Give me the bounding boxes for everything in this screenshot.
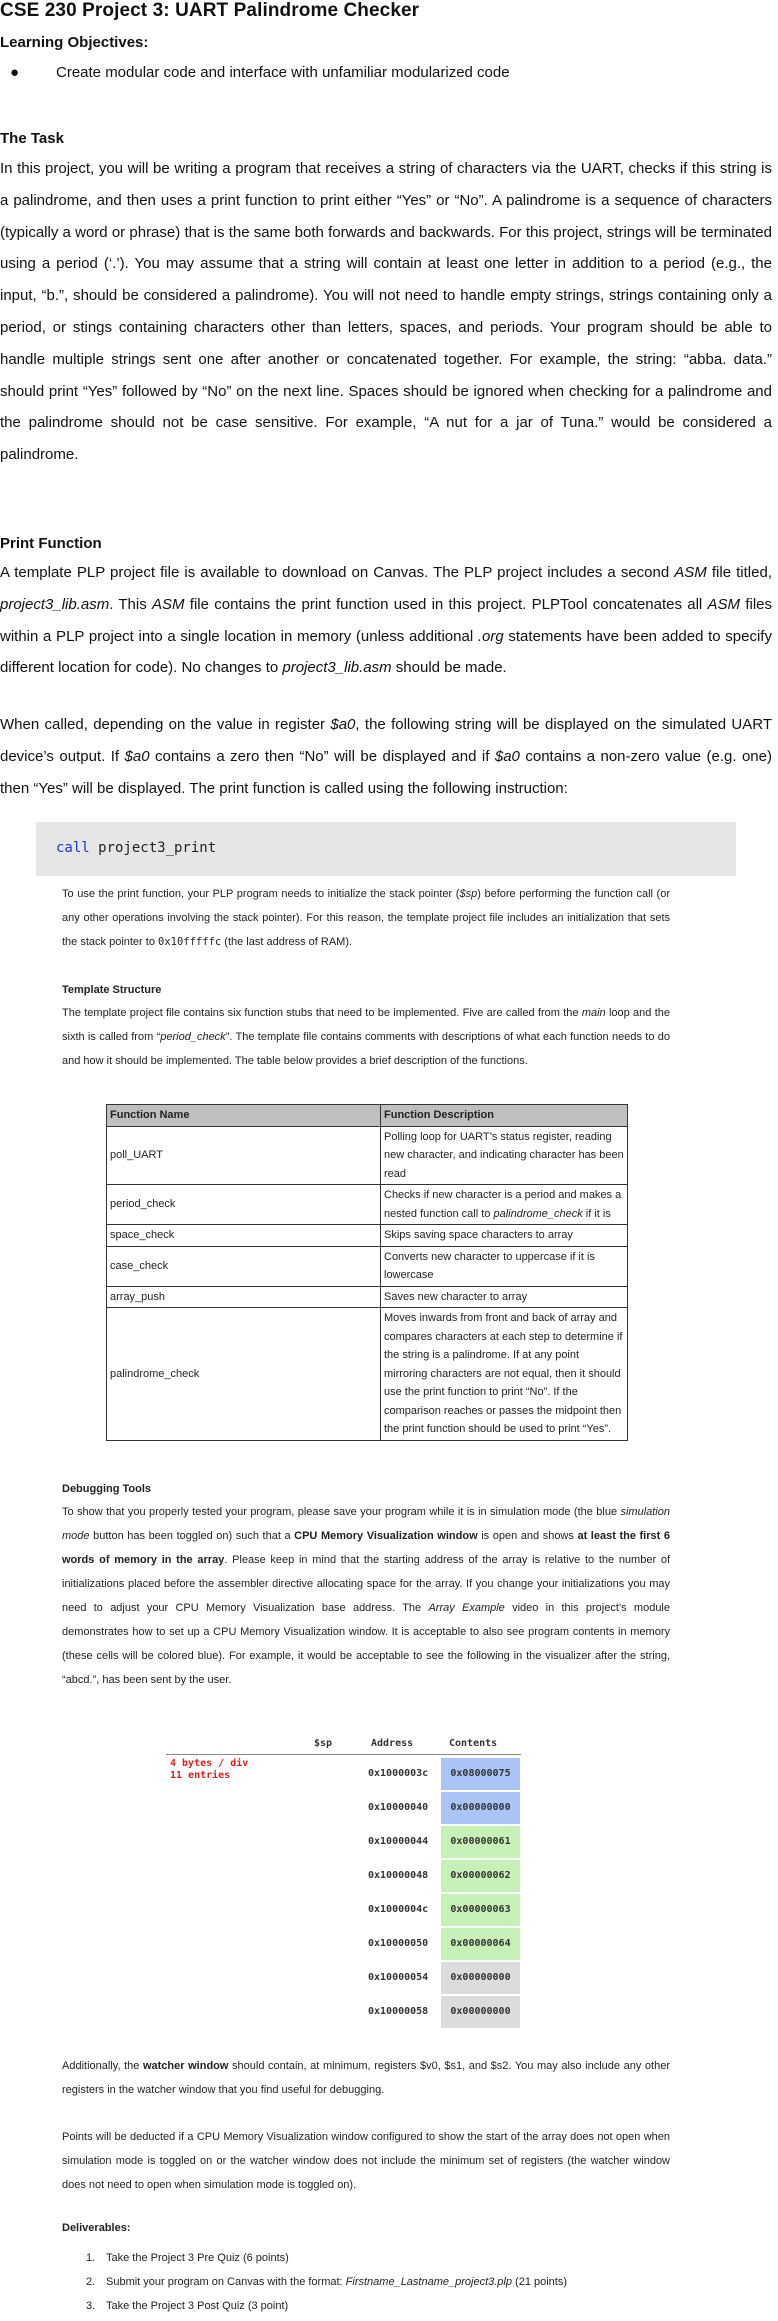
code-line: call project3_print bbox=[56, 840, 217, 856]
task-paragraph: In this project, you will be writing a program that receives a string of characters via the UART, checks if this string is a palindrome, and then uses a print function to print either “Yes” or “No”. A palindrome is a sequence of characters (typically a word or phrase) that is the same both forwards and backwards. For this project, strings will be terminated using a period (‘.’). You may assume that a string will contain at least one letter in addition to a period (e.g., the input, “b.”, should be considered a palindrome). You will not need to handle empty strings, strings containing only a period, or stings containing characters other than letters, spaces, and periods. Your program should be able to handle multiple strings sent one after another or concatenated together. For example, the string: “abba. data.” should print “Yes” followed by “No” on the next line. Spaces should be ignored when checking for a palindrome and the palindrome should not be case sensitive. For example, “A nut for a jar of Tuna.” would be considered a palindrome. bbox=[0, 160, 772, 464]
task-heading: The Task bbox=[0, 130, 64, 147]
deduction-paragraph: Points will be deducted if a CPU Memory Visualization window configured to show the start of the array does not open when simulation mode is toggled on or the watcher window does not include the minimum set of registers (the watcher window does not need to open when simulation mode is toggled on). bbox=[62, 2131, 670, 2191]
debugging-paragraph: To show that you properly tested your program, please save your program while it is in simulation mode (the blue simulation mode button has been toggled on) such that a CPU Memory Visualization window is open and shows at least the first 6 words of memory in the array. Please keep in mind that the starting address of the array is relative to the number of initializations placed before the assembler directive allocating space for the array. If you change your initializations you may need to adjust your CPU Memory Visualization base address. The Array Example video in this project’s module demonstrates how to set up a CPU Memory Visualization window. It is acceptable to also see program contents in memory (these cells will be colored blue). For example, it would be acceptable to see the following in the visualizer after the string, “abcd.”, has been sent by the user. bbox=[62, 1506, 670, 1686]
function-table bbox=[106, 1104, 628, 1441]
memory-contents-cell: 0x00000062 bbox=[441, 1860, 520, 1892]
memory-address: 0x10000054 bbox=[368, 1972, 429, 1983]
memory-contents-cell: 0x00000063 bbox=[441, 1894, 520, 1926]
sp-column-header: $sp bbox=[314, 1738, 333, 1749]
document-page: CSE 230 Project 3: UART Palindrome Checker Learning Objectives: ● Create modular code and interface with unfamiliar modularized code The Task In this project, you will be writing a program that receives a string of characters via the UART, checks if this string is a palindrome, and then uses a print function to print either “Yes” or “No”. A palindrome is a sequence of characters (typically a word or phrase) that is the same both forwards and backwards. For this project, strings will be terminated using a period (‘.’). You may assume that a string will contain at least one letter in addition to a period (e.g., the input, “b.”, should be considered a palindrome). You will not need to handle empty strings, strings containing only a period, or stings containing characters other than letters, spaces, and periods. Your program should be able to handle multiple strings sent one after another or concatenated together. For example, the string: “abba. data.” should print “Yes” followed by “No” on the next line. Spaces should be ignored when checking for a palindrome and the palindrome should not be case sensitive. For example, “A nut for a jar of Tuna.” would be considered a palindrome. Print Function A template PLP project file is available to download on Canvas. The PLP project includes a second ASM file titled, project3_lib.asm. This ASM file contains the print function used in this project. PLPTool concatenates all ASM files within a PLP project into a single location in memory (unless additional .org statements have been added to specify different location for code). No changes to project3_lib.asm should be made. When called, depending on the value in register $a0, the following string will be displayed on the simulated UART device’s output. If $a0 contains a zero then “No” will be displayed and if $a0 contains a non-zero value (e.g. one) then “Yes” will be displayed. The print function is called using the following instruction: call project3_print To use the print function, your PLP program needs to initialize the stack pointer ($sp) before performing the function call (or any other operations involving the stack pointer). For this reason, the template project file includes an initialization that sets the stack pointer to 0x10fffffc (the last address of RAM). Template Structure The template project file contains six function stubs that need to be implemented. Five are called from the main loop and the sixth is called from “period_check”. The template file contains comments with descriptions of what each function needs to do and how it should be implemented. The table below provides a brief description of the functions. Function Name Function Description poll_UART Polling loop for UART’s status register, reading new character, and indicating character has been read period_check Checks if new character is a period and makes a nested function call to palindrome_check if it is space_check Skips saving space characters to array case_check Converts new character to uppercase if it is lowercase array_push Saves new character to array palindrome_check Moves inwards from front and back of array and compares characters at each step to determine if the string is a palindrome. If at any point mirroring characters are not equal, then it should use the print function to print “No”. If the comparison reaches or passes the midpoint then the print function should be used to print “Yes”. Debugging Tools To show that you properly tested your program, please save your program while it is in simulation mode (the blue simulation mode button has been toggled on) such that a CPU Memory Visualization window is open and shows at least the first 6 words of memory in the array. Please keep in mind that the starting address of the array is relative to the number of initializations placed before the assembler directive allocating space for the array. If you change your initializations you may need to adjust your CPU Memory Visualization base address. The Array Example video in this project’s module demonstrates how to set up a CPU Memory Visualization window. It is acceptable to also see program contents in memory (these cells will be colored blue). For example, it would be acceptable to see the following in the visualizer after the string, “abcd.”, has been sent by the user. $sp Address Contents 4 bytes / div 11 entries 0x1000003c 0x08000075 0x10000040 0x00000000 0x10000044 0x00000061 0x10000048 0x00000062 0x1000004c 0x00000063 0x10000050 0x00000064 0x10000054 0x00000000 0x10000058 0x00000000 Additionally, the watcher window should contain, at minimum, registers $v0, $s1, and $s2. You may also include any other registers in the watcher window that you find useful for debugging. Points will be deducted if a CPU Memory Visualization window configured to show the start of the array does not open when simulation mode is toggled on or the watcher window does not include the minimum set of registers (the watcher window does not need to open when simulation mode is toggled on). Deliverables: 1. Take the Project 3 Pre Quiz (6 points) 2. Submit your program on Canvas with the format: Firstname_Lastname_project3.plp (21 points) 3. Take the Project 3 Post Quiz (3 point) bbox=[0, 0, 778, 2321]
memory-visualizer bbox=[0, 1728, 778, 2038]
memory-address: 0x10000058 bbox=[368, 2006, 429, 2017]
column-header: Function Name bbox=[107, 1105, 381, 1127]
deliverables-heading: Deliverables: bbox=[62, 2222, 131, 2234]
memory-contents-cell: 0x08000075 bbox=[441, 1758, 520, 1790]
memory-address: 0x10000048 bbox=[368, 1870, 429, 1881]
column-header: Function Description bbox=[381, 1105, 628, 1127]
address-column-header: Address bbox=[371, 1738, 414, 1749]
code-block bbox=[36, 822, 736, 876]
template-structure-paragraph: The template project file contains six function stubs that need to be implemented. Five are called from the main loop and the sixth is called from “period_check”. The template file contains comments with descriptions of what each function needs to do and how it should be implemented. The table below provides a brief description of the functions. bbox=[62, 1007, 670, 1067]
page-title: CSE 230 Project 3: UART Palindrome Checker bbox=[0, 0, 420, 21]
memory-address: 0x10000044 bbox=[368, 1836, 429, 1847]
stack-pointer-note: To use the print function, your PLP program needs to initialize the stack pointer ($sp) before performing the function call (or any other operations involving the stack pointer). For this reason, the template project file includes an initialization that sets the stack pointer to 0x10fffffc (the last address of RAM). bbox=[62, 888, 670, 948]
debugging-heading: Debugging Tools bbox=[62, 1483, 152, 1495]
table-row: poll_UART Polling loop for UART’s status register, reading new character, and indicating character has been read bbox=[107, 1126, 628, 1185]
table-row: case_check Converts new character to uppercase if it is lowercase bbox=[107, 1246, 628, 1286]
watcher-paragraph: Additionally, the watcher window should contain, at minimum, registers $v0, $s1, and $s2. You may also include any other registers in the watcher window that you find useful for debugging. bbox=[62, 2060, 670, 2096]
header-divider bbox=[166, 1754, 521, 1755]
memory-address: 0x1000004c bbox=[368, 1904, 429, 1915]
memory-contents-cell: 0x00000064 bbox=[441, 1928, 520, 1960]
table-row: array_push Saves new character to array bbox=[107, 1286, 628, 1308]
memory-address: 0x10000040 bbox=[368, 1802, 429, 1813]
print-function-paragraph-2: When called, depending on the value in register $a0, the following string will be displayed on the simulated UART device’s output. If $a0 contains a zero then “No” will be displayed and if $a0 contains a non-zero value (e.g. one) then “Yes” will be displayed. The print function is called using the following instruction: bbox=[0, 716, 772, 797]
bullet-icon: ● bbox=[10, 64, 20, 81]
table-row: palindrome_check Moves inwards from front and back of array and compares characters at each step to determine if the string is a palindrome. If at any point mirroring characters are not equal, then it should use the print function to print “No”. If the comparison reaches or passes the midpoint then the print function should be used to print “Yes”. bbox=[107, 1308, 628, 1441]
contents-column-header: Contents bbox=[449, 1738, 498, 1749]
print-function-heading: Print Function bbox=[0, 535, 102, 552]
table-header-row bbox=[107, 1105, 628, 1127]
learning-objectives-heading: Learning Objectives: bbox=[0, 34, 149, 51]
template-structure-heading: Template Structure bbox=[62, 984, 162, 996]
memory-address: 0x10000050 bbox=[368, 1938, 429, 1949]
memory-contents-cell: 0x00000000 bbox=[441, 1792, 520, 1824]
memory-contents-cell: 0x00000000 bbox=[441, 1996, 520, 2028]
visualizer-note: 4 bytes / div 11 entries bbox=[170, 1758, 249, 1781]
memory-contents-cell: 0x00000000 bbox=[441, 1962, 520, 1994]
memory-contents-cell: 0x00000061 bbox=[441, 1826, 520, 1858]
memory-address: 0x1000003c bbox=[368, 1768, 429, 1779]
table-row: period_check Checks if new character is a period and makes a nested function call to palindrome_check if it is bbox=[107, 1185, 628, 1225]
print-function-paragraph-1: A template PLP project file is available to download on Canvas. The PLP project includes a second ASM file titled, project3_lib.asm. This ASM file contains the print function used in this project. PLPTool concatenates all ASM files within a PLP project into a single location in memory (unless additional .org statements have been added to specify different location for code). No changes to project3_lib.asm should be made. bbox=[0, 564, 772, 677]
table-row: space_check Skips saving space characters to array bbox=[107, 1225, 628, 1247]
